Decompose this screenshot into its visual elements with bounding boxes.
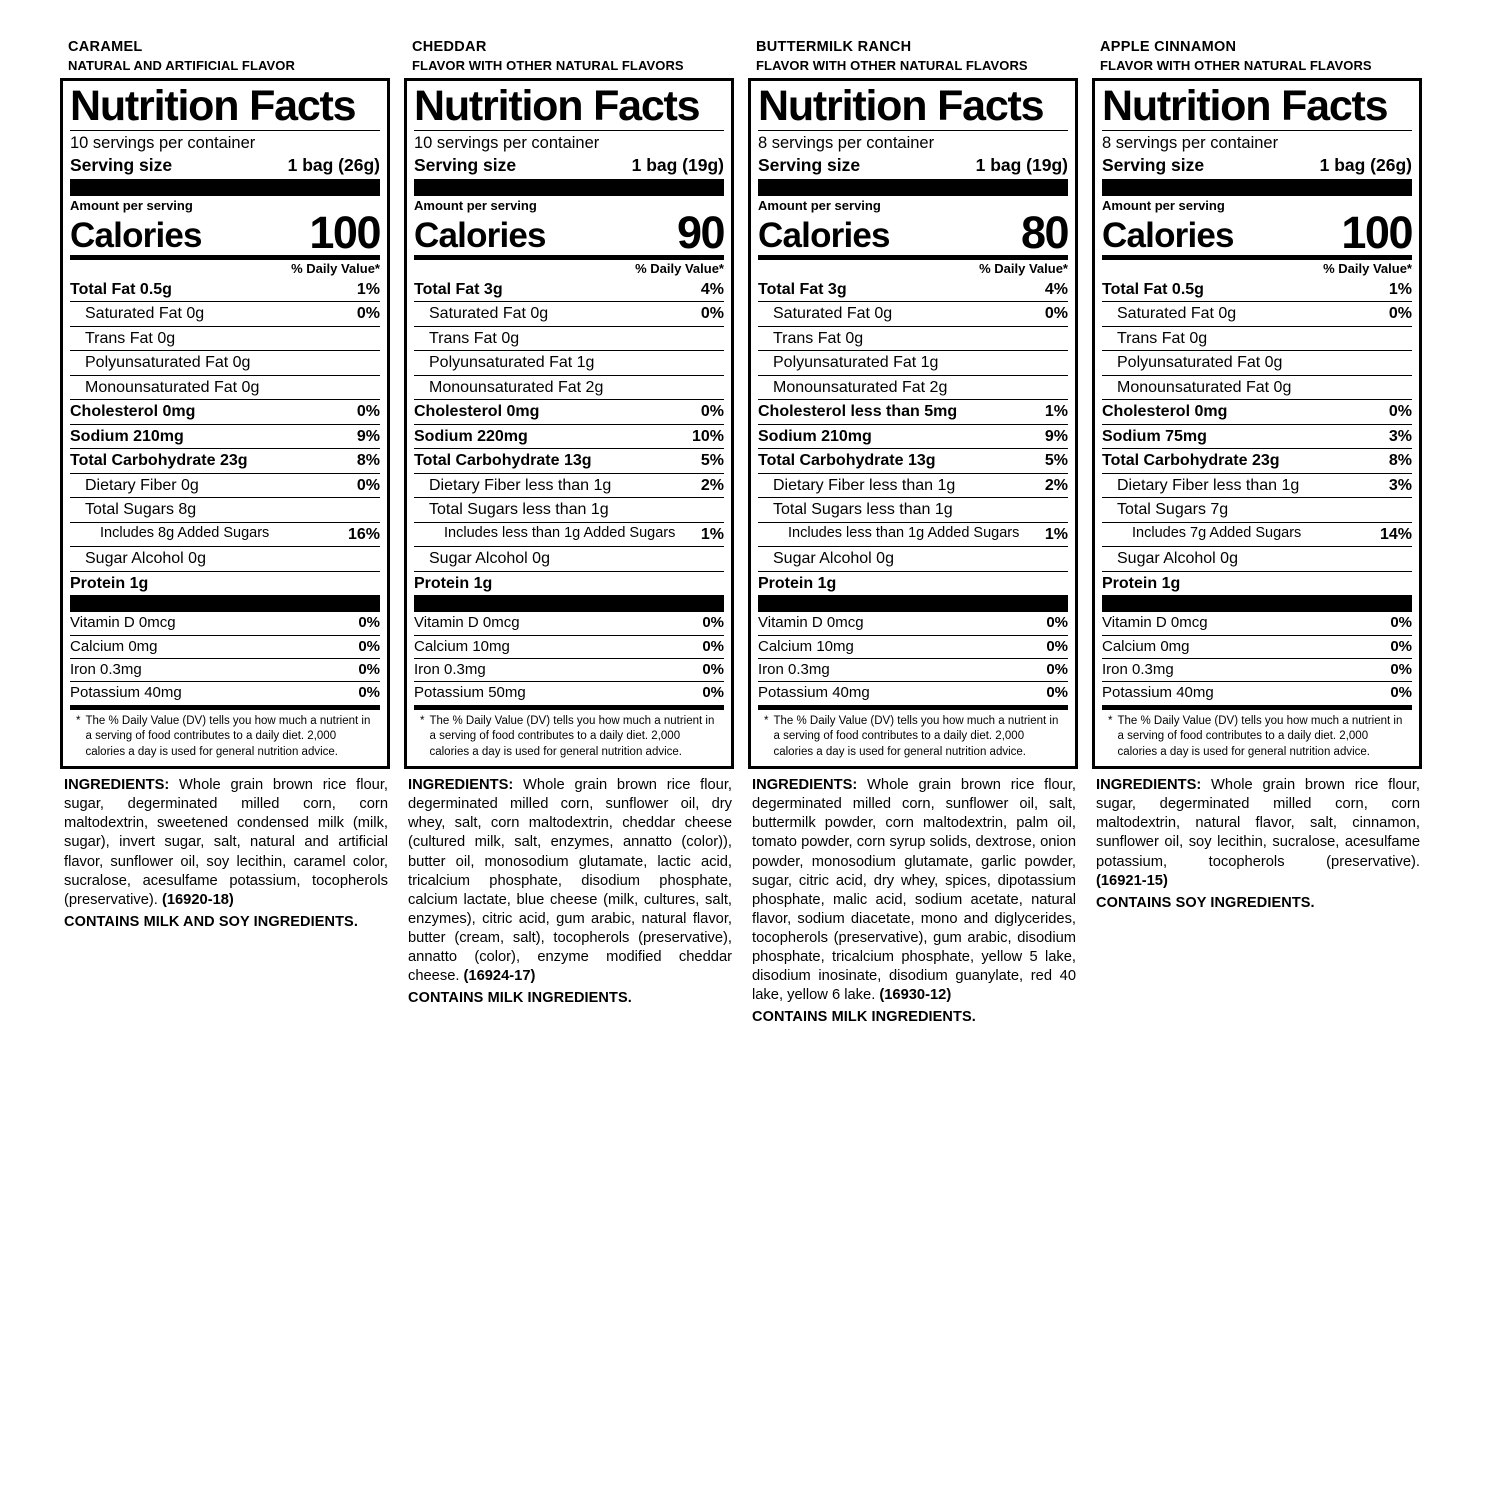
nutrient-row — [1102, 399, 1412, 424]
ingredients-label: INGREDIENTS: — [64, 777, 170, 794]
divider-thick-2 — [758, 595, 1068, 612]
nutrient-row — [758, 546, 1068, 571]
nutrient-row — [758, 399, 1068, 424]
serving-size-value: 1 bag (26g) — [1319, 154, 1412, 175]
nutrient-percent: 8% — [1388, 452, 1412, 470]
vitamin-name: Potassium 50mg — [414, 684, 526, 702]
vitamin-name: Iron 0.3mg — [1102, 660, 1174, 678]
nutrient-name: Polyunsaturated Fat 0g — [1117, 354, 1283, 372]
nutrient-name: Saturated Fat 0g — [429, 305, 549, 323]
daily-value-footnote — [758, 710, 1068, 762]
nutrient-name: Includes less than 1g Added Sugars — [788, 524, 1020, 541]
vitamin-row — [758, 681, 1068, 704]
serving-size-value: 1 bag (26g) — [287, 154, 380, 175]
nutrient-percent: 1% — [700, 525, 724, 543]
nutrition-facts-title: Nutrition Facts — [1102, 82, 1388, 131]
nutrient-percent: 0% — [1388, 305, 1412, 323]
ingredients-text: Whole grain brown rice flour, degerminated milled corn, sunflower oil, dry whey, salt, corn maltodextrin, cheddar cheese (cultured milk, salt, enzymes, annatto (color)), butter oil, monosodium glutamate, lactic acid, tricalcium phosphate, disodium phosphate, calcium lactate, blue cheese (milk, cultures, salt, enzymes), citric acid, gum arabic, natural flavor, butter (cream, salt), tocopherols (preservative), annatto (color), enzyme modified cheddar cheese. — [408, 777, 732, 985]
nutrient-row — [1102, 301, 1412, 326]
footnote-asterisk: * — [764, 714, 769, 727]
nutrient-name: Trans Fat 0g — [85, 329, 176, 347]
amount-per-serving-label: Amount per serving — [70, 197, 193, 213]
ingredients-code: (16921-15) — [1096, 872, 1168, 889]
daily-value-footnote — [414, 710, 724, 762]
calories-label: Calories — [1102, 215, 1234, 255]
nutrition-facts-box — [748, 78, 1078, 769]
nutrient-percent: 0% — [1044, 305, 1068, 323]
serving-size-label: Serving size — [414, 154, 517, 175]
vitamin-name: Vitamin D 0mcg — [1102, 614, 1208, 632]
nutrient-row — [1102, 497, 1412, 522]
ingredients-label: INGREDIENTS: — [1096, 777, 1202, 794]
ingredients-text: Whole grain brown rice flour, degerminated milled corn, sunflower oil, salt, buttermilk powder, corn maltodextrin, palm oil, tomato powder, corn syrup solids, dextrose, onion powder, monosodium glutamate, garlic powder, sugar, citric acid, dry whey, spices, dipotassium phosphate, malic acid, sodium acetate, natural flavor, sodium diacetate, mono and diglycerides, tocopherols (preservative), gum arabic, disodium phosphate, tricalcium phosphate, yellow 5 lake, disodium inosinate, disodium guanylate, red 40 lake, yellow 6 lake. — [752, 777, 1076, 1004]
vitamin-rows — [758, 612, 1068, 704]
nutrient-percent: 16% — [347, 525, 380, 543]
nutrient-name: Cholesterol 0mg — [70, 403, 196, 421]
allergen-statement: CONTAINS MILK INGREDIENTS. — [752, 1009, 976, 1026]
nutrient-row — [414, 473, 724, 498]
nutrient-percent: 0% — [700, 305, 724, 323]
calories-row — [414, 206, 724, 258]
nutrient-name: Total Fat 0.5g — [70, 280, 172, 298]
nutrient-name: Includes 7g Added Sugars — [1132, 524, 1302, 541]
nutrient-row — [758, 448, 1068, 473]
servings-per-container: 8 servings per container — [1102, 134, 1279, 153]
nutrient-row — [70, 473, 380, 498]
nutrition-facts-title: Nutrition Facts — [758, 82, 1044, 131]
servings-per-container: 10 servings per container — [414, 134, 600, 153]
nutrient-row — [1102, 473, 1412, 498]
vitamin-percent: 0% — [702, 614, 724, 632]
nutrient-row — [758, 326, 1068, 351]
ingredients-text: Whole grain brown rice flour, sugar, degerminated milled corn, corn maltodextrin, natural flavor, salt, cinnamon, sunflower oil, soy lecithin, sucralose, acesulfame potassium, tocopherols (preservative). — [1096, 777, 1420, 870]
nutrient-name: Total Carbohydrate 13g — [758, 452, 936, 470]
amount-per-serving-label: Amount per serving — [758, 197, 881, 213]
nutrient-name: Polyunsaturated Fat 1g — [773, 354, 939, 372]
vitamin-rows — [70, 612, 380, 704]
ingredients-paragraph — [404, 776, 734, 986]
nutrient-percent: 10% — [691, 427, 724, 445]
vitamin-percent: 0% — [1390, 614, 1412, 632]
calories-value: 100 — [1341, 206, 1412, 258]
nutrient-row — [414, 546, 724, 571]
nutrition-facts-title: Nutrition Facts — [70, 82, 356, 131]
vitamin-row — [1102, 635, 1412, 658]
nutrient-row — [70, 448, 380, 473]
flavor-subtitle: NATURAL AND ARTIFICIAL FLAVOR — [68, 58, 296, 74]
nutrient-name: Sodium 75mg — [1102, 427, 1207, 445]
nutrient-row — [70, 326, 380, 351]
nutrient-row — [758, 375, 1068, 400]
nutrient-percent: 5% — [700, 452, 724, 470]
nutrient-name: Cholesterol less than 5mg — [758, 403, 958, 421]
calories-row — [70, 206, 380, 258]
nutrient-name: Monounsaturated Fat 0g — [85, 378, 260, 396]
footnote-asterisk: * — [76, 714, 81, 727]
flavor-name: CARAMEL — [68, 39, 143, 55]
vitamin-name: Iron 0.3mg — [758, 660, 830, 678]
serving-size-row — [758, 155, 1068, 179]
nutrient-percent: 1% — [356, 280, 380, 298]
nutrient-row — [1102, 546, 1412, 571]
flavor-subtitle: FLAVOR WITH OTHER NATURAL FLAVORS — [412, 58, 684, 74]
nutrition-facts-title: Nutrition Facts — [414, 82, 700, 131]
vitamin-name: Calcium 0mg — [70, 637, 158, 655]
nutrient-row — [1102, 350, 1412, 375]
ingredients-label: INGREDIENTS: — [408, 777, 514, 794]
vitamin-row — [70, 681, 380, 704]
flavor-subtitle: FLAVOR WITH OTHER NATURAL FLAVORS — [756, 58, 1028, 74]
vitamin-percent: 0% — [1046, 660, 1068, 678]
nutrient-row — [1102, 571, 1412, 596]
nutrient-name: Saturated Fat 0g — [1117, 305, 1237, 323]
nutrient-name: Total Sugars less than 1g — [429, 501, 609, 519]
nutrient-row — [414, 497, 724, 522]
nutrient-name: Total Carbohydrate 23g — [70, 452, 248, 470]
nutrient-name: Total Fat 0.5g — [1102, 280, 1204, 298]
flavor-heading — [412, 38, 734, 74]
nutrient-row — [70, 497, 380, 522]
serving-size-label: Serving size — [758, 154, 861, 175]
nutrient-row — [70, 375, 380, 400]
nutrient-name: Monounsaturated Fat 0g — [1117, 378, 1292, 396]
flavor-name: APPLE CINNAMON — [1100, 39, 1237, 55]
nutrient-percent: 2% — [1044, 476, 1068, 494]
divider-thick — [1102, 179, 1412, 196]
ingredients-code: (16930-12) — [875, 987, 952, 1004]
nutrient-name: Monounsaturated Fat 2g — [429, 378, 604, 396]
nutrition-facts-box — [60, 78, 390, 769]
vitamin-name: Vitamin D 0mcg — [70, 614, 176, 632]
nutrient-row — [1102, 522, 1412, 547]
nutrient-name: Total Fat 3g — [414, 280, 503, 298]
vitamin-row — [758, 635, 1068, 658]
ingredients-code: (16924-17) — [459, 968, 536, 985]
nutrient-name: Sodium 220mg — [414, 427, 528, 445]
vitamin-row — [414, 658, 724, 681]
vitamin-row — [1102, 612, 1412, 634]
vitamin-percent: 0% — [1046, 614, 1068, 632]
nutrient-name: Trans Fat 0g — [429, 329, 520, 347]
footnote-text: The % Daily Value (DV) tells you how much a nutrient in a serving of food contributes to a daily diet. 2,000 calories a day is used for general nutrition advice. — [1117, 714, 1403, 758]
vitamin-percent: 0% — [358, 660, 380, 678]
nutrient-percent: 4% — [1044, 280, 1068, 298]
footnote-text: The % Daily Value (DV) tells you how much a nutrient in a serving of food contributes to a daily diet. 2,000 calories a day is used for general nutrition advice. — [429, 714, 715, 758]
nutrient-row — [1102, 326, 1412, 351]
vitamin-name: Calcium 10mg — [758, 637, 854, 655]
nutrient-row — [414, 301, 724, 326]
nutrient-name: Total Sugars 7g — [1117, 501, 1229, 519]
nutrient-row — [1102, 375, 1412, 400]
nutrient-percent: 2% — [700, 476, 724, 494]
daily-value-footnote — [70, 710, 380, 762]
vitamin-percent: 0% — [358, 637, 380, 655]
nutrient-row — [70, 571, 380, 596]
nutrient-percent: 0% — [356, 403, 380, 421]
vitamin-name: Calcium 0mg — [1102, 637, 1190, 655]
nutrient-name: Sodium 210mg — [70, 427, 184, 445]
nutrient-name: Sugar Alcohol 0g — [85, 550, 206, 568]
ingredients-paragraph — [748, 776, 1078, 1005]
vitamin-name: Potassium 40mg — [70, 684, 182, 702]
ingredients-code: (16920-18) — [157, 891, 234, 908]
nutrient-percent: 0% — [356, 476, 380, 494]
nutrition-panel — [60, 38, 390, 930]
allergen-statement: CONTAINS MILK AND SOY INGREDIENTS. — [64, 913, 358, 930]
nutrient-row — [70, 278, 380, 302]
servings-per-container: 8 servings per container — [758, 134, 935, 153]
footnote-asterisk: * — [1108, 714, 1113, 727]
vitamin-percent: 0% — [1390, 684, 1412, 702]
ingredients-label: INGREDIENTS: — [752, 777, 858, 794]
vitamin-row — [1102, 658, 1412, 681]
servings-per-container: 10 servings per container — [70, 134, 256, 153]
calories-row — [1102, 206, 1412, 258]
nutrient-row — [70, 350, 380, 375]
nutrient-name: Total Carbohydrate 23g — [1102, 452, 1280, 470]
vitamin-percent: 0% — [702, 660, 724, 678]
vitamin-percent: 0% — [702, 684, 724, 702]
nutrient-name: Dietary Fiber 0g — [85, 476, 199, 494]
serving-size-row — [1102, 155, 1412, 179]
nutrient-name: Polyunsaturated Fat 0g — [85, 354, 251, 372]
nutrient-name: Cholesterol 0mg — [414, 403, 540, 421]
nutrient-percent: 9% — [356, 427, 380, 445]
vitamin-percent: 0% — [1046, 637, 1068, 655]
vitamin-rows — [414, 612, 724, 704]
allergen-statement: CONTAINS SOY INGREDIENTS. — [1096, 894, 1315, 911]
nutrient-name: Sugar Alcohol 0g — [1117, 550, 1238, 568]
vitamin-name: Vitamin D 0mcg — [414, 614, 520, 632]
vitamin-percent: 0% — [1046, 684, 1068, 702]
calories-label: Calories — [414, 215, 546, 255]
flavor-subtitle: FLAVOR WITH OTHER NATURAL FLAVORS — [1100, 58, 1372, 74]
daily-value-header: % Daily Value* — [635, 260, 724, 276]
vitamin-row — [70, 658, 380, 681]
nutrient-row — [414, 350, 724, 375]
nutrient-name: Protein 1g — [758, 574, 837, 592]
nutrient-name: Polyunsaturated Fat 1g — [429, 354, 595, 372]
flavor-name: CHEDDAR — [412, 39, 487, 55]
calories-label: Calories — [758, 215, 890, 255]
vitamin-row — [70, 635, 380, 658]
footnote-text: The % Daily Value (DV) tells you how much a nutrient in a serving of food contributes to a daily diet. 2,000 calories a day is used for general nutrition advice. — [85, 714, 371, 758]
divider-thick-2 — [414, 595, 724, 612]
divider-thick — [414, 179, 724, 196]
nutrient-percent: 1% — [1044, 525, 1068, 543]
nutrient-name: Sodium 210mg — [758, 427, 872, 445]
flavor-name: BUTTERMILK RANCH — [756, 39, 912, 55]
nutrient-name: Total Fat 3g — [758, 280, 847, 298]
divider-thick — [758, 179, 1068, 196]
nutrient-percent: 14% — [1379, 525, 1412, 543]
footnote-asterisk: * — [420, 714, 425, 727]
vitamin-percent: 0% — [358, 614, 380, 632]
nutrient-rows — [758, 278, 1068, 596]
nutrient-row — [1102, 448, 1412, 473]
nutrition-panel — [404, 38, 734, 1006]
vitamin-name: Vitamin D 0mcg — [758, 614, 864, 632]
nutrition-facts-box — [404, 78, 734, 769]
vitamin-percent: 0% — [358, 684, 380, 702]
divider-thick-2 — [1102, 595, 1412, 612]
vitamin-name: Iron 0.3mg — [414, 660, 486, 678]
nutrition-facts-box — [1092, 78, 1422, 769]
vitamin-name: Calcium 10mg — [414, 637, 510, 655]
daily-value-header: % Daily Value* — [1323, 260, 1412, 276]
nutrient-name: Saturated Fat 0g — [85, 305, 205, 323]
flavor-heading — [756, 38, 1078, 74]
serving-size-value: 1 bag (19g) — [975, 154, 1068, 175]
nutrient-percent: 9% — [1044, 427, 1068, 445]
nutrient-name: Dietary Fiber less than 1g — [429, 476, 612, 494]
serving-size-row — [414, 155, 724, 179]
nutrient-percent: 8% — [356, 452, 380, 470]
ingredients-paragraph — [60, 776, 390, 910]
nutrient-percent: 1% — [1388, 280, 1412, 298]
nutrient-row — [70, 522, 380, 547]
nutrient-name: Includes less than 1g Added Sugars — [444, 524, 676, 541]
nutrient-name: Trans Fat 0g — [773, 329, 864, 347]
nutrient-name: Protein 1g — [70, 574, 149, 592]
vitamin-row — [758, 612, 1068, 634]
nutrient-row — [758, 473, 1068, 498]
nutrient-name: Cholesterol 0mg — [1102, 403, 1228, 421]
ingredients-text: Whole grain brown rice flour, sugar, degerminated milled corn, corn maltodextrin, sweetened condensed milk (milk, sugar), invert sugar, salt, natural and artificial flavor, sunflower oil, soy lecithin, caramel color, sucralose, acesulfame potassium, tocopherols (preservative). — [64, 777, 388, 908]
calories-row — [758, 206, 1068, 258]
nutrient-percent: 0% — [356, 305, 380, 323]
nutrient-rows — [1102, 278, 1412, 596]
nutrient-row — [414, 326, 724, 351]
nutrient-row — [758, 301, 1068, 326]
vitamin-row — [758, 658, 1068, 681]
nutrient-row — [70, 301, 380, 326]
nutrient-name: Includes 8g Added Sugars — [100, 524, 270, 541]
nutrition-panel — [1092, 38, 1422, 911]
nutrient-percent: 3% — [1388, 476, 1412, 494]
vitamin-row — [1102, 681, 1412, 704]
vitamin-name: Potassium 40mg — [1102, 684, 1214, 702]
nutrient-row — [414, 522, 724, 547]
daily-value-header: % Daily Value* — [979, 260, 1068, 276]
daily-value-header: % Daily Value* — [291, 260, 380, 276]
nutrient-row — [1102, 424, 1412, 449]
ingredients-paragraph — [1092, 776, 1422, 891]
flavor-heading — [1100, 38, 1422, 74]
nutrient-row — [414, 448, 724, 473]
nutrient-percent: 3% — [1388, 427, 1412, 445]
nutrient-rows — [70, 278, 380, 596]
allergen-statement: CONTAINS MILK INGREDIENTS. — [408, 990, 632, 1007]
vitamin-row — [414, 681, 724, 704]
vitamin-name: Potassium 40mg — [758, 684, 870, 702]
nutrient-row — [414, 424, 724, 449]
nutrient-row — [1102, 278, 1412, 302]
divider-thick — [70, 179, 380, 196]
nutrient-row — [70, 424, 380, 449]
nutrient-name: Monounsaturated Fat 2g — [773, 378, 948, 396]
serving-size-label: Serving size — [1102, 154, 1205, 175]
nutrient-name: Sugar Alcohol 0g — [773, 550, 894, 568]
nutrient-row — [758, 424, 1068, 449]
amount-per-serving-label: Amount per serving — [414, 197, 537, 213]
amount-per-serving-label: Amount per serving — [1102, 197, 1225, 213]
serving-size-label: Serving size — [70, 154, 173, 175]
flavor-heading — [68, 38, 390, 74]
nutrient-name: Dietary Fiber less than 1g — [773, 476, 956, 494]
nutrient-row — [758, 350, 1068, 375]
nutrient-name: Total Sugars less than 1g — [773, 501, 953, 519]
nutrient-name: Saturated Fat 0g — [773, 305, 893, 323]
nutrient-percent: 5% — [1044, 452, 1068, 470]
vitamin-name: Iron 0.3mg — [70, 660, 142, 678]
vitamin-percent: 0% — [1390, 637, 1412, 655]
nutrition-panel — [748, 38, 1078, 1025]
calories-value: 100 — [309, 206, 380, 258]
nutrient-percent: 1% — [1044, 403, 1068, 421]
nutrient-name: Protein 1g — [414, 574, 493, 592]
nutrient-row — [758, 522, 1068, 547]
nutrient-row — [758, 571, 1068, 596]
nutrient-name: Trans Fat 0g — [1117, 329, 1208, 347]
vitamin-row — [70, 612, 380, 634]
nutrient-row — [414, 278, 724, 302]
nutrient-row — [758, 278, 1068, 302]
nutrient-row — [70, 546, 380, 571]
nutrient-name: Protein 1g — [1102, 574, 1181, 592]
nutrient-percent: 4% — [700, 280, 724, 298]
calories-label: Calories — [70, 215, 202, 255]
serving-size-row — [70, 155, 380, 179]
vitamin-row — [414, 635, 724, 658]
nutrient-percent: 0% — [700, 403, 724, 421]
vitamin-percent: 0% — [702, 637, 724, 655]
daily-value-footnote — [1102, 710, 1412, 762]
nutrient-rows — [414, 278, 724, 596]
calories-value: 90 — [676, 206, 724, 258]
calories-value: 80 — [1020, 206, 1068, 258]
serving-size-value: 1 bag (19g) — [631, 154, 724, 175]
nutrient-row — [414, 375, 724, 400]
nutrient-row — [758, 497, 1068, 522]
nutrient-row — [414, 571, 724, 596]
vitamin-row — [414, 612, 724, 634]
nutrient-name: Total Sugars 8g — [85, 501, 197, 519]
nutrient-name: Dietary Fiber less than 1g — [1117, 476, 1300, 494]
vitamin-percent: 0% — [1390, 660, 1412, 678]
divider-thick-2 — [70, 595, 380, 612]
vitamin-rows — [1102, 612, 1412, 704]
nutrient-row — [70, 399, 380, 424]
nutrient-name: Total Carbohydrate 13g — [414, 452, 592, 470]
nutrient-row — [414, 399, 724, 424]
footnote-text: The % Daily Value (DV) tells you how much a nutrient in a serving of food contributes to a daily diet. 2,000 calories a day is used for general nutrition advice. — [773, 714, 1059, 758]
nutrient-percent: 0% — [1388, 403, 1412, 421]
nutrient-name: Sugar Alcohol 0g — [429, 550, 550, 568]
